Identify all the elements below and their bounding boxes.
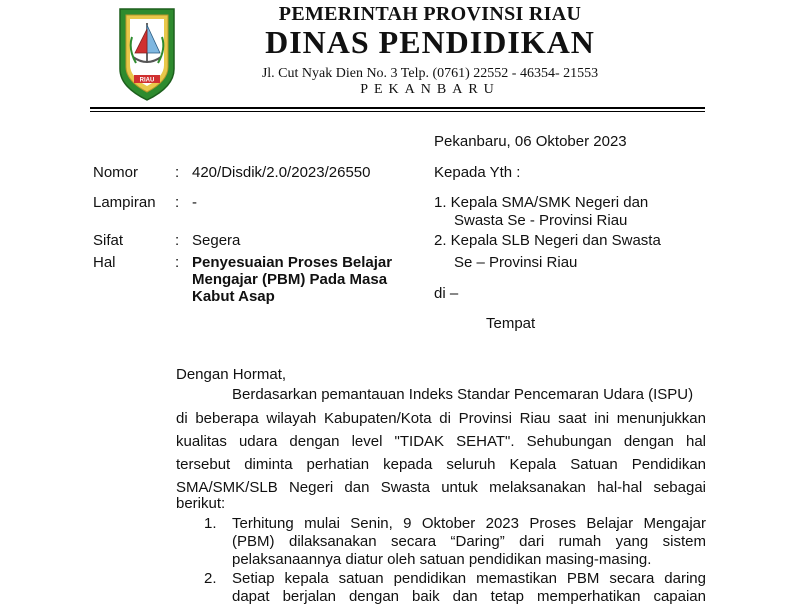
hal-subject-line-1: Penyesuaian Proses Belajar bbox=[192, 254, 393, 271]
letter-date: Pekanbaru, 06 Oktober 2023 bbox=[434, 133, 627, 150]
sifat-value: Segera bbox=[192, 232, 241, 249]
list-item-line: (PBM) dilaksanakan secara “Daring” dari rumah yang sistem bbox=[232, 533, 706, 550]
list-item-number: 2. bbox=[204, 570, 217, 587]
paragraph-line: tersebut diminta perhatian kepada seluruh Kepala Satuan Pendidikan bbox=[176, 456, 706, 473]
recipient-1-line-1: 1. Kepala SMA/SMK Negeri dan bbox=[434, 194, 649, 211]
lampiran-label: Lampiran bbox=[93, 194, 156, 211]
lampiran-value: - bbox=[192, 194, 197, 211]
header-rule-thick bbox=[90, 107, 705, 109]
list-item-line: dapat berjalan dengan baik dan tetap memperhatikan capaian bbox=[232, 588, 706, 605]
sifat-label: Sifat bbox=[93, 232, 124, 249]
logo-text: RIAU bbox=[139, 77, 155, 84]
government-name: PEMERINTAH PROVINSI RIAU bbox=[278, 3, 582, 25]
paragraph-line: berikut: bbox=[176, 495, 226, 512]
nomor-separator: : bbox=[175, 164, 180, 181]
hal-separator: : bbox=[175, 254, 180, 271]
list-item-number: 1. bbox=[204, 515, 217, 532]
address-line: Jl. Cut Nyak Dien No. 3 Telp. (0761) 22552 - 46354- 21553 bbox=[261, 66, 599, 81]
list-item-line: Terhitung mulai Senin, 9 Oktober 2023 Proses Belajar Mengajar bbox=[232, 515, 706, 532]
paragraph-line: kualitas udara dengan level "TIDAK SEHAT". Sehubungan dengan hal bbox=[176, 433, 706, 450]
recipient-2-line-1: 2. Kepala SLB Negeri dan Swasta bbox=[434, 232, 661, 249]
recipient-place: Tempat bbox=[486, 315, 536, 332]
recipient-heading: Kepada Yth : bbox=[434, 164, 521, 181]
recipient-di: di – bbox=[434, 285, 459, 302]
hal-label: Hal bbox=[93, 254, 116, 271]
hal-subject-line-2: Mengajar (PBM) Pada Masa bbox=[192, 271, 388, 288]
recipient-1-line-2: Swasta Se - Provinsi Riau bbox=[454, 212, 628, 229]
riau-province-emblem bbox=[118, 7, 176, 102]
paragraph-line: SMA/SMK/SLB Negeri dan Swasta untuk melaksanakan hal-hal sebagai bbox=[176, 479, 706, 496]
greeting: Dengan Hormat, bbox=[176, 366, 287, 383]
nomor-label: Nomor bbox=[93, 164, 139, 181]
list-item-line: pelaksanaannya diatur oleh satuan pendidikan masing-masing. bbox=[232, 551, 652, 568]
nomor-value: 420/Disdik/2.0/2023/26550 bbox=[192, 164, 371, 181]
paragraph-line: Berdasarkan pemantauan Indeks Standar Pencemaran Udara (ISPU) bbox=[232, 386, 694, 403]
paragraph-line: di beberapa wilayah Kabupaten/Kota di Provinsi Riau saat ini menunjukkan bbox=[176, 410, 706, 427]
hal-subject-line-3: Kabut Asap bbox=[192, 288, 275, 305]
city-name: PEKANBARU bbox=[360, 82, 500, 97]
recipient-2-line-2: Se – Provinsi Riau bbox=[454, 254, 578, 271]
department-name: DINAS PENDIDIKAN bbox=[265, 24, 595, 60]
lampiran-separator: : bbox=[175, 194, 180, 211]
list-item-line: Setiap kepala satuan pendidikan memastikan PBM secara daring bbox=[232, 570, 706, 587]
sifat-separator: : bbox=[175, 232, 180, 249]
header-rule-thin bbox=[90, 111, 705, 112]
